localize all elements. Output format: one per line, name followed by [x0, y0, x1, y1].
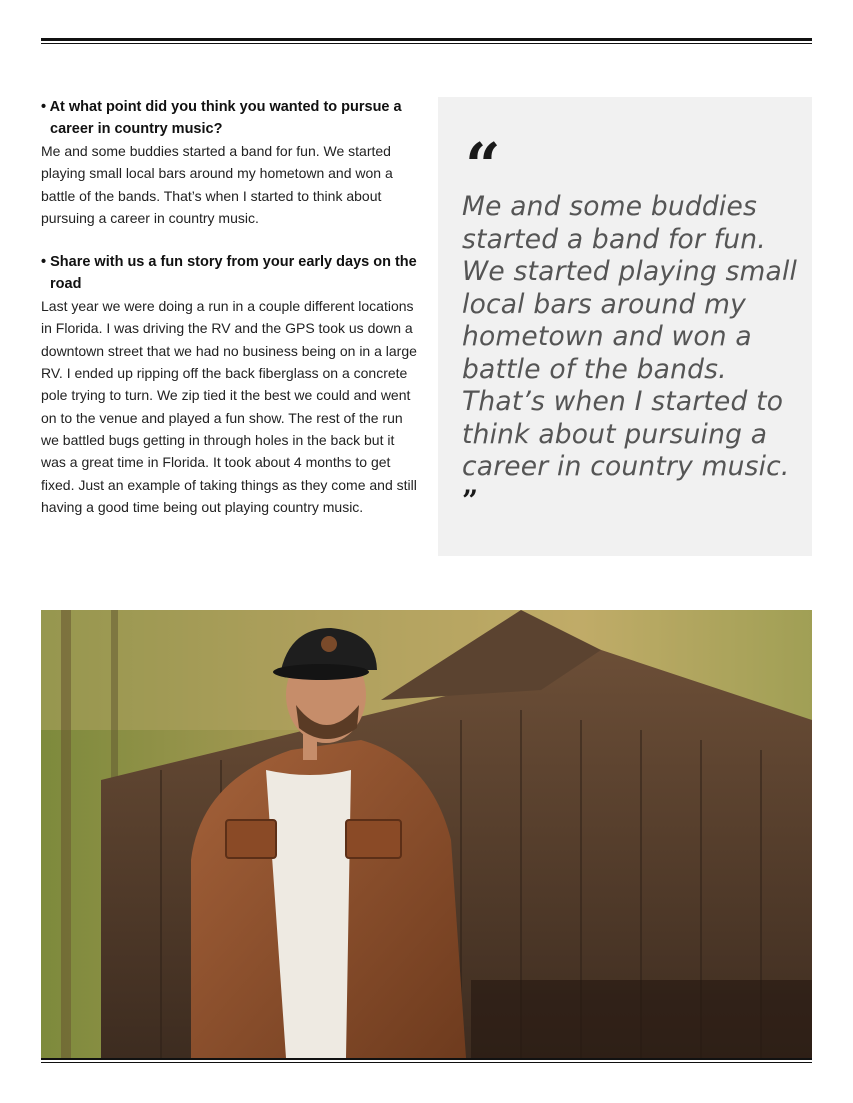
- answer-text: Last year we were doing a run in a couple different locations in Florida. I was driving the RV and the GPS took us down a downtown street that we had no business being on in a large RV. I ended up ripping off the back fiberglass on a concrete pole trying to turn. We zip tied it the best we could and went on to the venue and played a fun show. The rest of the run we battled bugs getting in through holes in the back but it was a great time in Florida. It took about 4 months to get fixed. Just an example of taking things as they come and still having a good time being out playing country music.: [41, 298, 417, 515]
- qa-item: [41, 251, 421, 518]
- pull-quote-text: Me and some buddies started a band for fun. We started playing small local bars around my hometown and won a battle of the bands. That’s when I started to think about pursuing a career in country music.: [462, 191, 798, 482]
- top-rule-thick: [41, 38, 812, 41]
- bottom-rule-thin: [41, 1062, 812, 1063]
- top-double-rule: [41, 38, 812, 44]
- answer-text: Me and some buddies started a band for fun. We started playing small local bars around my hometown and won a battle of the bands. That’s when I started to think about pursuing a career in country music.: [41, 143, 393, 226]
- artist-photo: [41, 610, 812, 1058]
- close-quote-icon: ”: [462, 483, 476, 517]
- bottom-double-rule: [41, 1058, 812, 1063]
- interview-column: [41, 96, 421, 540]
- pull-quote-box: [438, 97, 812, 556]
- qa-item: [41, 96, 421, 229]
- question-heading: • Share with us a fun story from your early days on the road: [41, 254, 417, 293]
- artist-photo-illustration: [41, 610, 812, 1058]
- bottom-rule-thick: [41, 1058, 812, 1060]
- pull-quote: [462, 191, 802, 517]
- question-heading: • At what point did you think you wanted to pursue a career in country music?: [41, 99, 402, 137]
- open-quote-icon: “: [465, 129, 495, 202]
- top-rule-thin: [41, 43, 812, 44]
